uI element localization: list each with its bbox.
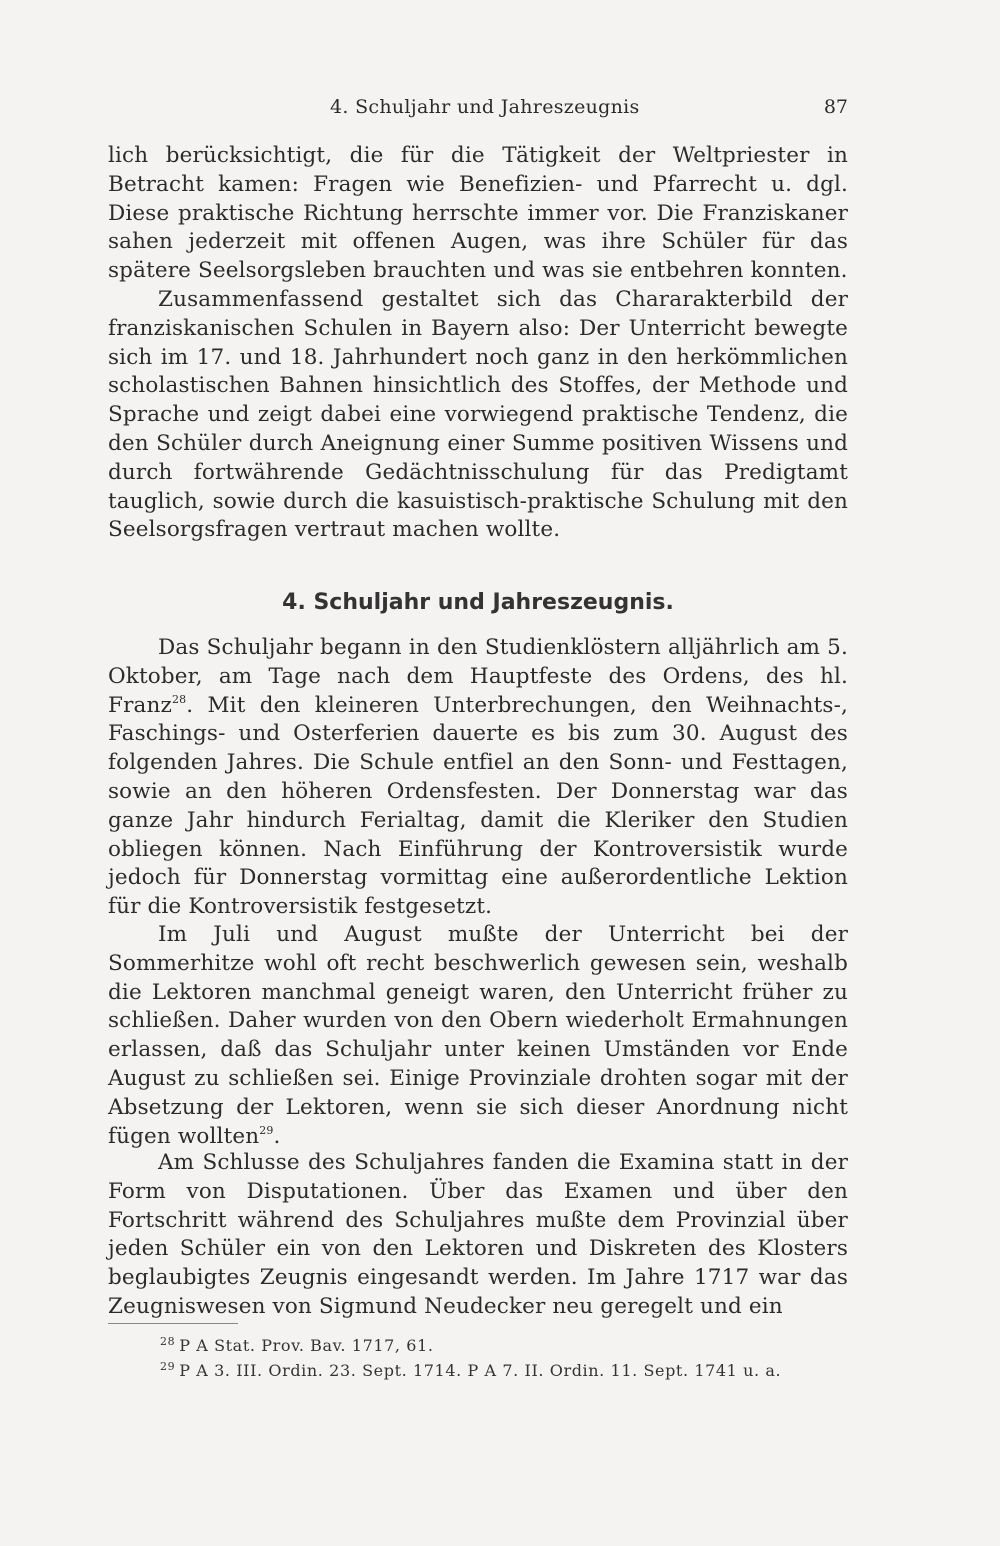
- paragraph-2: Zusammenfassend gestaltet sich das Chararakterbild der franziskanischen Schulen in Bayern also: Der Unterricht bewegte sich im 17. und 18. Jahrhundert noch ganz in den herkömmlichen scholastischen Bahnen hinsichtlich des Stoffes, der Methode und Sprache und zeigt dabei eine vorwiegend praktische Tendenz, die den Schüler durch Aneignung einer Summe positiven Wissens und durch fortwährende Gedächtnisschulung für das Predigtamt tauglich, sowie durch die kasuistisch-praktische Schulung mit den Seelsorgsfragen vertraut machen wollte.: [108, 287, 848, 543]
- paragraph-3-text-b: . Mit den kleineren Unterbrechungen, den Weihnachts-, Faschings- und Osterferien dauerte es bis zum 30. August des folgenden Jahres. Die Schule entfiel an den Sonn- und Festtagen, sowie an den höheren Ordensfesten. Der Donnerstag war das ganze Jahr hindurch Ferialtag, damit die Kleriker den Studien obliegen können. Nach Einführung der Kontroversistik wurde jedoch für Donnerstag vormittag eine außerordentliche Lektion für die Kontroversistik festgesetzt.: [108, 692, 848, 920]
- footnote-ref-28: 28: [171, 692, 187, 706]
- footnote-ref-29: 29: [259, 1123, 274, 1137]
- footnote-divider: [108, 1323, 238, 1324]
- footnote-number: 29: [160, 1360, 176, 1373]
- paragraph-4: [108, 921, 848, 1151]
- footnote-29: [160, 1360, 860, 1380]
- paragraph-3: [108, 634, 848, 922]
- paragraph-5: Am Schlusse des Schuljahres fanden die Examina statt in der Form von Disputationen. Über das Examen und über den Fortschritt während des Schuljahres mußte dem Provinzial über jeden Schüler ein von den Lektoren und Diskreten des Klosters beglaubigtes Zeugnis eingesandt werden. Im Jahre 1717 war das Zeugniswesen von Sigmund Neudecker neu geregelt und ein: [108, 1150, 848, 1319]
- footnote-text: P A Stat. Prov. Bav. 1717, 61.: [179, 1336, 434, 1355]
- section-heading: 4. Schuljahr und Jahreszeugnis.: [282, 590, 674, 615]
- footnote-text: P A 3. III. Ordin. 23. Sept. 1714. P A 7. II. Ordin. 11. Sept. 1741 u. a.: [179, 1361, 782, 1380]
- running-header: [108, 96, 848, 126]
- paragraph-4-text-b: .: [273, 1123, 281, 1149]
- page-number: 87: [823, 96, 848, 118]
- paragraph-4-text-a: Im Juli und August mußte der Unterricht bei der Sommerhitze wohl oft recht beschwerlich gewesen sein, weshalb die Lektoren manchmal geneigt waren, den Unterricht früher zu schließen. Daher wurden von den Obern wiederholt Ermahnungen erlassen, daß das Schuljahr unter keinen Umständen vor Ende August zu schließen sei. Einige Provinziale drohten sogar mit der Absetzung der Lektoren, wenn sie sich dieser Anordnung nicht fügen wollten: [108, 922, 848, 1149]
- footnote-number: 28: [160, 1335, 176, 1348]
- footnote-28: [160, 1335, 860, 1355]
- paragraph-3-text-a: Das Schuljahr begann in den Studienklöstern alljährlich am 5. Oktober, am Tage nach dem Hauptfeste des Ordens, des hl. Franz: [108, 635, 848, 718]
- running-title: 4. Schuljahr und Jahreszeugnis: [330, 96, 640, 118]
- paragraph-1: lich berücksichtigt, die für die Tätigkeit der Weltpriester in Betracht kamen: Fragen wie Benefizien- und Pfarrecht u. dgl. Diese praktische Richtung herrschte immer vor. Die Franziskaner sahen jederzeit mit offenen Augen, was ihre Schüler für das spätere Seelsorgsleben brauchten und was sie entbehren konnten.: [108, 143, 848, 284]
